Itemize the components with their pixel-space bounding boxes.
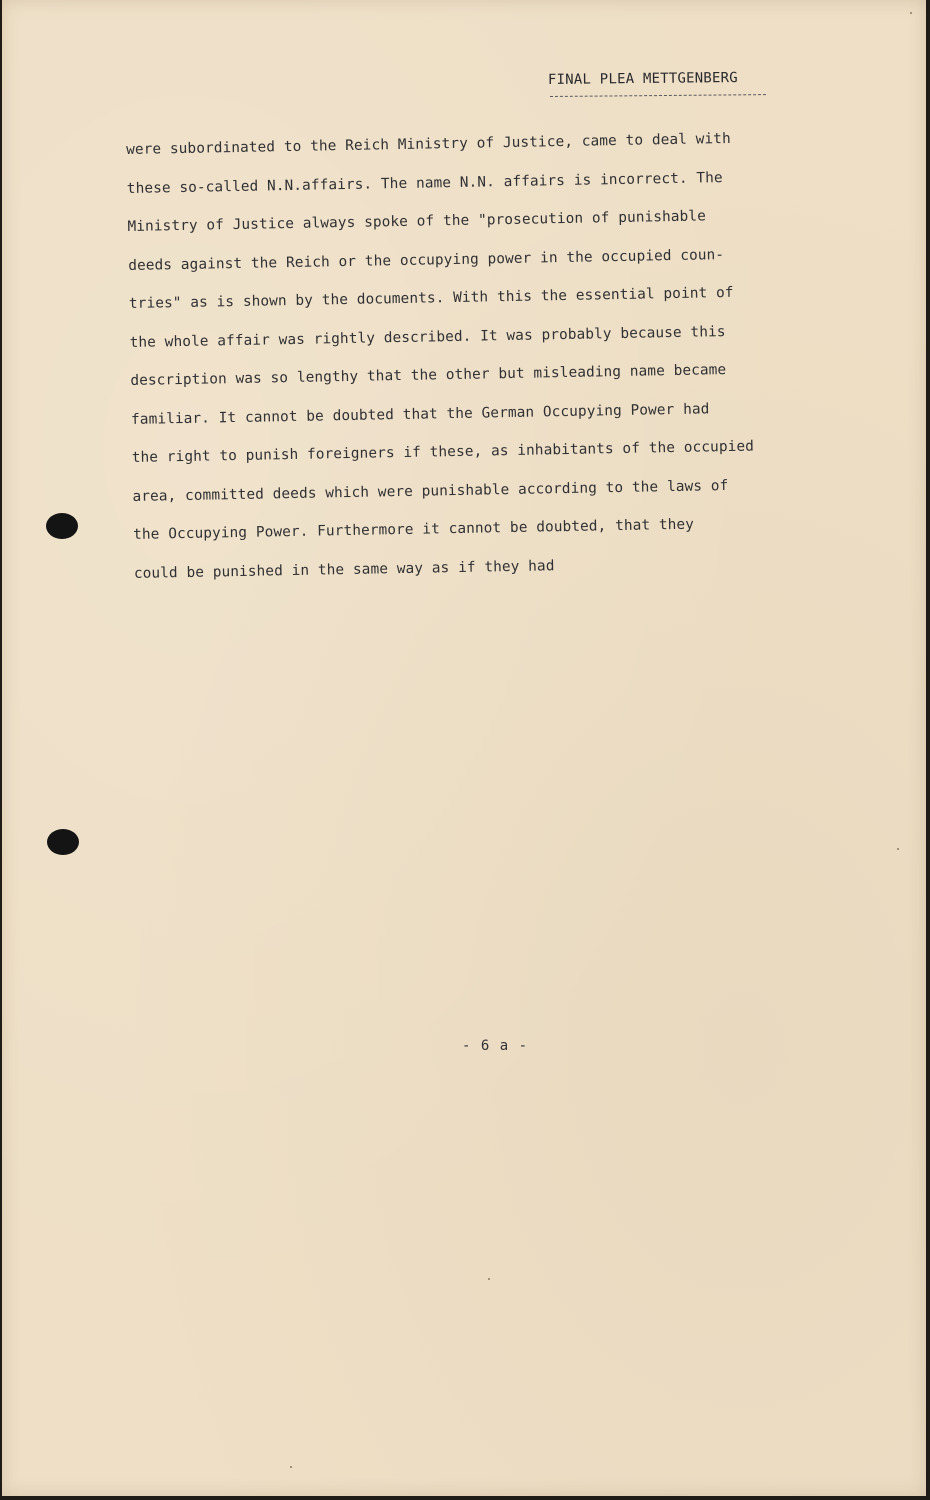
- header-underline: [550, 94, 766, 97]
- document-page: [2, 0, 926, 1496]
- body-text: [126, 129, 854, 604]
- text-line: area, committed deeds which were punishable according to the laws of: [132, 477, 729, 505]
- text-line: could be punished in the same way as if they had: [133, 557, 555, 582]
- text-line: deeds against the Reich or the occupying power in the occupied coun-: [128, 246, 725, 274]
- text-line: the Occupying Power. Furthermore it cannot be doubted, that they: [133, 516, 695, 543]
- text-line: tries" as is shown by the documents. With this the essential point of: [128, 284, 734, 312]
- paper-speck: [290, 1466, 292, 1468]
- paper-speck: [897, 848, 899, 850]
- text-line: these so-called N.N.affairs. The name N.N. affairs is incorrect. The: [126, 169, 723, 197]
- text-line: the right to punish foreigners if these, as inhabitants of the occupied: [131, 438, 755, 466]
- document-header: FINAL PLEA METTGENBERG: [547, 70, 738, 88]
- paper-speck: [910, 12, 912, 14]
- text-line: description was so lengthy that the other but misleading name became: [130, 362, 727, 389]
- text-line: familiar. It cannot be doubted that the German Occupying Power had: [130, 400, 710, 428]
- page-number: - 6 a -: [462, 1038, 529, 1054]
- paper-speck: [488, 1278, 490, 1280]
- punch-hole-top: [46, 513, 78, 539]
- text-line: Ministry of Justice always spoke of the "prosecution of punishable: [127, 208, 707, 235]
- punch-hole-bottom: [47, 829, 79, 855]
- text-line: were subordinated to the Reich Ministry of Justice, came to deal with: [126, 130, 731, 158]
- text-line: the whole affair was rightly described. It was probably because this: [129, 323, 726, 351]
